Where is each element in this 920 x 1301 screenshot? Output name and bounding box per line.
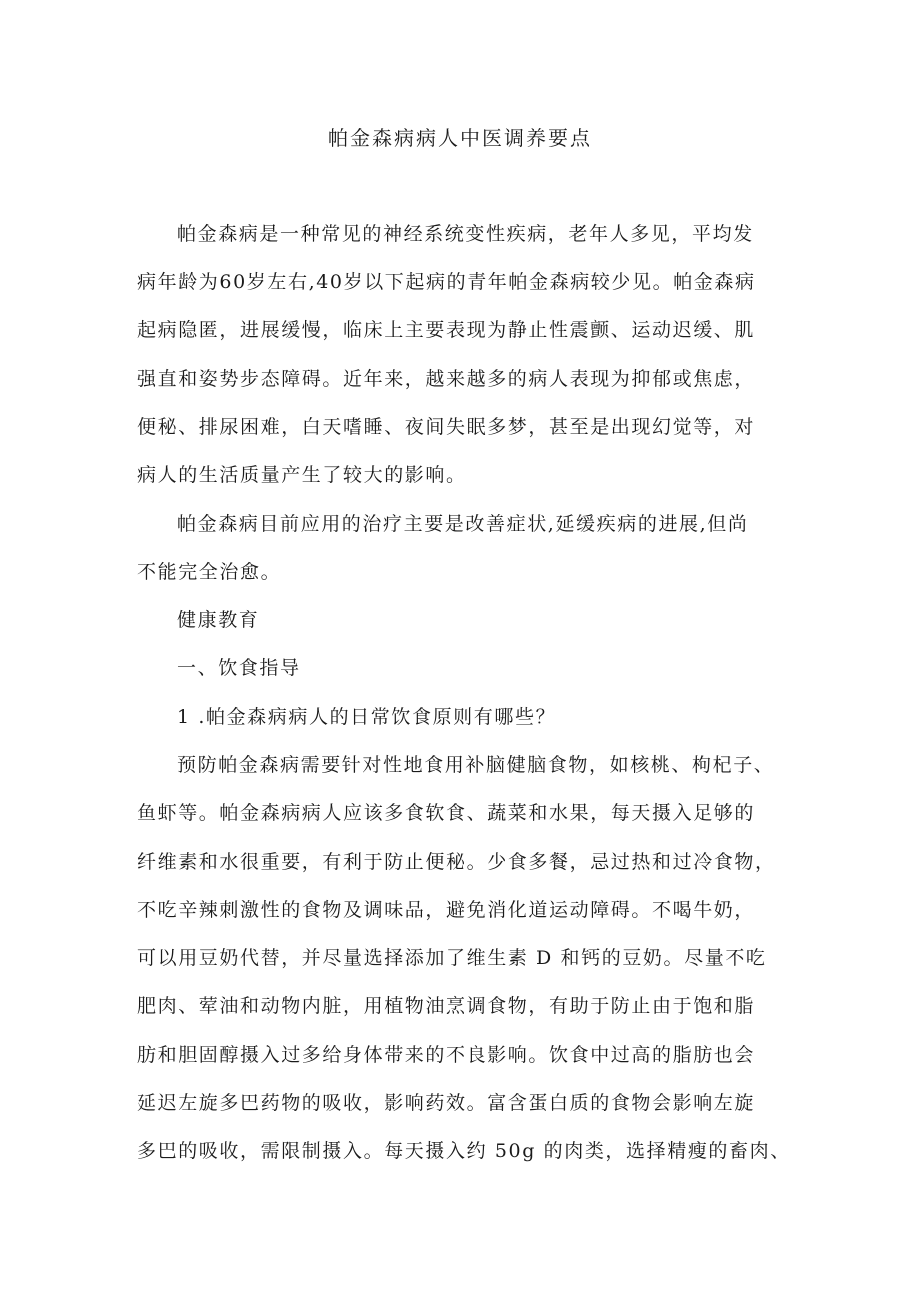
question-heading: 1 .帕金森病病人的日常饮食原则有哪些？ — [177, 706, 557, 728]
subsection-heading: 一、饮食指导 — [177, 657, 301, 679]
paragraph-line: 起病隐匿，进展缓慢，临床上主要表现为静止性震颤、运动迟缓、肌 — [137, 319, 756, 341]
paragraph-line: 纤维素和水很重要，有利于防止便秘。少食多餐，忌过热和过冷食物， — [137, 851, 776, 873]
section-heading: 健康教育 — [177, 609, 260, 631]
paragraph-line: 不吃辛辣刺激性的食物及调味品，避免消化道运动障碍。不喝牛奶， — [137, 899, 756, 921]
paragraph-line: 预防帕金森病需要针对性地食用补脑健脑食物，如核桃、枸杞子、 — [177, 754, 775, 776]
paragraph-line: 强直和姿势步态障碍。近年来，越来越多的病人表现为抑郁或焦虑， — [137, 368, 756, 390]
paragraph-line: 病年龄为60岁左右,40岁以下起病的青年帕金森病较少见。帕金森病 — [137, 271, 756, 293]
paragraph-line: 肥肉、荤油和动物内脏，用植物油烹调食物，有助于防止由于饱和脂 — [137, 995, 756, 1017]
paragraph-line: 帕金森病是一种常见的神经系统变性疾病，老年人多见，平均发 — [177, 223, 754, 245]
paragraph-line: 帕金森病目前应用的治疗主要是改善症状,延缓疾病的进展,但尚 — [177, 513, 749, 535]
paragraph-line: 肪和胆固醇摄入过多给身体带来的不良影响。饮食中过高的脂肪也会 — [137, 1044, 756, 1066]
paragraph-line: 不能完全治愈。 — [137, 561, 282, 583]
paragraph-line: 鱼虾等。帕金森病病人应该多食软食、蔬菜和水果，每天摄入足够的 — [137, 802, 756, 824]
paragraph-line: 延迟左旋多巴药物的吸收，影响药效。富含蛋白质的食物会影响左旋 — [137, 1092, 756, 1114]
paragraph-line: 便秘、排尿困难，白天嗜睡、夜间失眠多梦，甚至是出现幻觉等，对 — [137, 416, 756, 438]
paragraph-line: 多巴的吸收，需限制摄入。每天摄入约 50g 的肉类，选择精瘦的畜肉、 — [137, 1140, 791, 1162]
paragraph-line: 可以用豆奶代替，并尽量选择添加了维生素 D 和钙的豆奶。尽量不吃 — [137, 947, 767, 969]
paragraph-line: 病人的生活质量产生了较大的影响。 — [137, 464, 467, 486]
document-title: 帕金森病病人中医调养要点 — [328, 126, 592, 150]
